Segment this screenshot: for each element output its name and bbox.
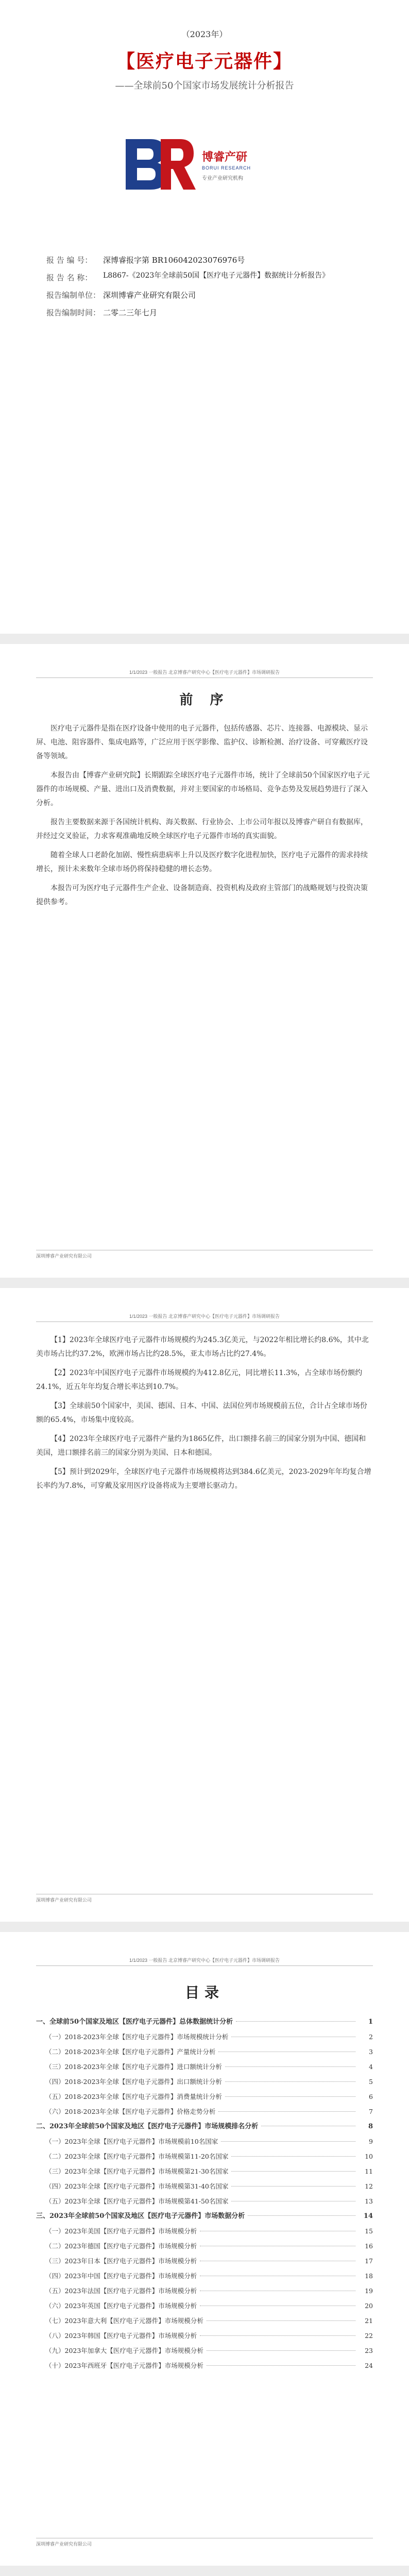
toc-leader-dots <box>231 2156 355 2157</box>
meta-row-publisher <box>46 286 373 304</box>
cover-year: （2023年） <box>181 29 228 39</box>
toc-entry[interactable] <box>36 2119 373 2134</box>
preface-paragraph: 本报告可为医疗电子元器件生产企业、设备制造商、投资机构及政府主管部门的战略规划与投资决策提供参考。 <box>36 884 368 906</box>
toc-entry[interactable] <box>36 2134 373 2149</box>
toc-leader-dots <box>221 2141 355 2142</box>
summary-paragraph: 【1】2023年全球医疗电子元器件市场规模约为245.3亿美元，与2022年相比增长约8.6%，其中北美市场占比约37.2%，欧洲市场占比约28.5%，亚太市场占比约27.4%。 <box>36 1336 369 1358</box>
toc-entry-title: （五）2023年全球【医疗电子元器件】市场规模第41-50名国家 <box>45 2197 229 2205</box>
summary-paragraph: 【5】预计到2029年，全球医疗电子元器件市场规模将达到384.6亿美元，2023-2029年年均复合增长率约为7.8%，可穿戴及家用医疗设备将成为主要增长驱动力。 <box>36 1468 371 1490</box>
toc-entry-title: （六）2018-2023年全球【医疗电子元器件】价格走势分析 <box>45 2108 216 2115</box>
toc-page-number: 14 <box>363 2212 373 2220</box>
toc-entry[interactable] <box>36 2179 373 2194</box>
cover-subtitle: ——全球前50个国家市场发展统计分析报告 <box>115 80 294 91</box>
meta-value: 二零二三年七月 <box>103 308 158 317</box>
toc-entry[interactable] <box>36 2029 373 2044</box>
toc-title: 目录 <box>184 1984 224 2001</box>
br-logo-icon <box>120 128 197 205</box>
toc-page-number: 9 <box>369 2138 373 2145</box>
page-footer: 深圳博睿产业研究有限公司 <box>36 1250 373 1259</box>
toc-entry-title: 一、全球前50个国家及地区【医疗电子元器件】总体数据统计分析 <box>36 2018 233 2026</box>
toc-page-number: 2 <box>369 2033 373 2041</box>
meta-label: 报 告 名 称： <box>46 273 93 282</box>
toc-leader-dots <box>218 2111 355 2112</box>
page-header: 1/1/2023 一般报告 北京博睿产研究中心【医疗电子元器件】市场调研报告 <box>36 1957 373 1966</box>
meta-row-report-number <box>46 251 373 269</box>
preface-paragraph: 医疗电子元器件是指在医疗设备中使用的电子元器件，包括传感器、芯片、连接器、电源模块、显示屏、电池、阻容器件、集成电路等，广泛应用于医学影像、监护仪、诊断检测、治疗设备、可穿戴医疗设备等领域。 <box>36 724 368 760</box>
toc-entry-title: 三、2023年全球前50个国家及地区【医疗电子元器件】市场数据分析 <box>36 2212 245 2220</box>
toc-entry[interactable] <box>36 2343 373 2358</box>
toc-page-number: 19 <box>365 2287 373 2295</box>
toc-entry[interactable] <box>36 2224 373 2239</box>
toc-entry[interactable] <box>36 2298 373 2313</box>
toc-entry[interactable] <box>36 2074 373 2089</box>
summary-paragraph: 【4】2023年全球医疗电子元器件产量约为1865亿件，出口额排名前三的国家分别为中国、德国和美国，进口额排名前三的国家分别为美国、日本和德国。 <box>36 1435 366 1457</box>
meta-value: 深圳博睿产业研究有限公司 <box>103 291 196 300</box>
toc-leader-dots <box>200 2335 355 2336</box>
toc-page-number: 21 <box>365 2317 373 2325</box>
preface-page <box>0 644 409 1278</box>
toc-leader-dots <box>207 2365 355 2366</box>
toc-page-1 <box>0 1932 409 2566</box>
toc-entry-title: （一）2023年美国【医疗电子元器件】市场规模分析 <box>45 2227 197 2235</box>
meta-value: L8867-《2023年全球前50国【医疗电子元器件】数据统计分析报告》 <box>103 272 330 280</box>
toc-leader-dots <box>225 2081 355 2082</box>
summary-paragraph: 【3】全球前50个国家中，美国、德国、日本、中国、法国位列市场规模前五位，合计占全球市场份额的65.4%，市场集中度较高。 <box>36 1402 367 1424</box>
toc-page-number: 13 <box>365 2197 373 2205</box>
summary-page <box>0 1288 409 1922</box>
toc-page-number: 4 <box>369 2063 373 2071</box>
toc-page-number: 18 <box>365 2272 373 2280</box>
page-footer: 深圳博睿产业研究有限公司 <box>36 1894 373 1903</box>
toc-page-number: 15 <box>365 2227 373 2235</box>
toc-list <box>36 2014 373 2373</box>
toc-leader-dots <box>207 2320 355 2321</box>
toc-entry[interactable] <box>36 2358 373 2373</box>
toc-entry[interactable] <box>36 2044 373 2059</box>
toc-entry-title: （八）2023年韩国【医疗电子元器件】市场规模分析 <box>45 2332 197 2340</box>
toc-entry-title: （六）2023年英国【医疗电子元器件】市场规模分析 <box>45 2302 197 2310</box>
toc-entry-title: （一）2018-2023年全球【医疗电子元器件】市场规模统计分析 <box>45 2033 229 2041</box>
preface-paragraph: 报告主要数据来源于各国统计机构、海关数据、行业协会、上市公司年报以及博睿产研自有数据库，并经过交叉验证，力求客观准确地反映全球医疗电子元器件市场的真实面貌。 <box>36 818 368 840</box>
logo-name-cn: 博睿产研 <box>202 150 248 163</box>
toc-entry-title: （三）2018-2023年全球【医疗电子元器件】进口额统计分析 <box>45 2063 222 2071</box>
toc-entry-title: 二、2023年全球前50个国家及地区【医疗电子元器件】市场规模排名分析 <box>36 2123 259 2130</box>
toc-leader-dots <box>225 2096 355 2097</box>
toc-entry-title: （四）2023年中国【医疗电子元器件】市场规模分析 <box>45 2272 197 2280</box>
toc-leader-dots <box>207 2350 355 2351</box>
toc-page-number: 1 <box>368 2018 373 2026</box>
cover-title: 【医疗电子元器件】 <box>116 50 293 72</box>
meta-row-date <box>46 304 373 321</box>
toc-leader-dots <box>248 2215 355 2216</box>
toc-entry[interactable] <box>36 2313 373 2328</box>
toc-leader-dots <box>231 2186 355 2187</box>
toc-entry-title: （三）2023年全球【医疗电子元器件】市场规模第21-30名国家 <box>45 2167 229 2175</box>
preface-paragraph: 本报告由【博睿产业研究院】长期跟踪全球医疗电子元器件市场，统计了全球前50个国家医疗电子元器件的市场规模、产量、进出口及消费数据，并对主要国家的市场格局、竞争态势及发展趋势进行了深入分析。 <box>36 771 370 807</box>
toc-leader-dots <box>231 2171 355 2172</box>
toc-entry-title: （二）2023年全球【医疗电子元器件】市场规模第11-20名国家 <box>45 2153 229 2160</box>
toc-entry-title: （五）2023年法国【医疗电子元器件】市场规模分析 <box>45 2287 197 2295</box>
toc-page-number: 24 <box>365 2362 373 2369</box>
toc-entry[interactable] <box>36 2209 373 2224</box>
meta-label: 报告编制单位： <box>46 291 101 300</box>
toc-page-number: 17 <box>365 2257 373 2265</box>
toc-entry[interactable] <box>36 2059 373 2074</box>
toc-entry-title: （三）2023年日本【医疗电子元器件】市场规模分析 <box>45 2257 197 2265</box>
toc-entry-title: （五）2018-2023年全球【医疗电子元器件】消费量统计分析 <box>45 2093 222 2100</box>
toc-entry-title: （四）2023年全球【医疗电子元器件】市场规模第31-40名国家 <box>45 2182 229 2190</box>
toc-entry[interactable] <box>36 2268 373 2283</box>
toc-entry[interactable] <box>36 2149 373 2164</box>
toc-entry[interactable] <box>36 2104 373 2119</box>
toc-page-number: 11 <box>365 2167 373 2175</box>
meta-label: 报 告 编 号： <box>46 256 93 265</box>
toc-page-number: 23 <box>365 2347 373 2354</box>
toc-leader-dots <box>236 2021 355 2022</box>
page-header: 1/1/2023 一般报告 北京博睿产研究中心【医疗电子元器件】市场调研报告 <box>36 1313 373 1322</box>
preface-title: 前 序 <box>179 692 230 708</box>
toc-entry[interactable] <box>36 2014 373 2029</box>
toc-page-number: 20 <box>365 2302 373 2310</box>
cover-page <box>0 0 409 634</box>
toc-entry-title: （二）2018-2023年全球【医疗电子元器件】产量统计分析 <box>45 2048 216 2056</box>
toc-page-number: 5 <box>369 2078 373 2086</box>
cover-meta <box>46 251 373 321</box>
page-footer: 深圳博睿产业研究有限公司 <box>36 2538 373 2547</box>
toc-page-number: 6 <box>369 2093 373 2100</box>
toc-page-number: 10 <box>365 2153 373 2160</box>
company-logo <box>120 128 289 205</box>
toc-page-number: 16 <box>365 2242 373 2250</box>
toc-entry[interactable] <box>36 2328 373 2343</box>
toc-page-number: 12 <box>365 2182 373 2190</box>
toc-page-number: 7 <box>369 2108 373 2115</box>
page-header: 1/1/2023 一般报告 北京博睿产研究中心【医疗电子元器件】市场调研报告 <box>36 669 373 678</box>
toc-entry[interactable] <box>36 2283 373 2298</box>
meta-label: 报告编制时间： <box>46 308 101 317</box>
logo-name-en: BORUI RESEARCH <box>202 165 251 171</box>
toc-entry[interactable] <box>36 2164 373 2179</box>
preface-paragraph: 随着全球人口老龄化加剧、慢性病患病率上升以及医疗数字化进程加快，医疗电子元器件的需求持续增长，预计未来数年全球市场仍将保持稳健的增长态势。 <box>36 851 368 873</box>
toc-page-number: 8 <box>368 2123 373 2130</box>
toc-entry-title: （一）2023年全球【医疗电子元器件】市场规模前10名国家 <box>45 2138 218 2145</box>
summary-paragraph: 【2】2023年中国医疗电子元器件市场规模约为412.8亿元，同比增长11.3%，占全球市场份额约24.1%，近五年年均复合增长率达到10.7%。 <box>36 1369 363 1391</box>
toc-entry-title: （十）2023年西班牙【医疗电子元器件】市场规模分析 <box>45 2362 203 2369</box>
toc-page-number: 3 <box>369 2048 373 2056</box>
toc-entry-title: （九）2023年加拿大【医疗电子元器件】市场规模分析 <box>45 2347 203 2354</box>
toc-entry[interactable] <box>36 2089 373 2104</box>
meta-row-report-name <box>46 269 373 286</box>
meta-value: 深博睿报字第 BR106042023076976号 <box>103 256 245 265</box>
toc-page-number: 22 <box>365 2332 373 2340</box>
toc-entry[interactable] <box>36 2253 373 2268</box>
toc-entry-title: （七）2023年意大利【医疗电子元器件】市场规模分析 <box>45 2317 203 2325</box>
toc-entry[interactable] <box>36 2194 373 2209</box>
toc-entry[interactable] <box>36 2239 373 2253</box>
toc-entry-title: （二）2023年德国【医疗电子元器件】市场规模分析 <box>45 2242 197 2250</box>
logo-slogan: 专业产业研究机构 <box>202 176 243 181</box>
toc-entry-title: （四）2018-2023年全球【医疗电子元器件】出口额统计分析 <box>45 2078 222 2086</box>
toc-leader-dots <box>225 2066 355 2067</box>
